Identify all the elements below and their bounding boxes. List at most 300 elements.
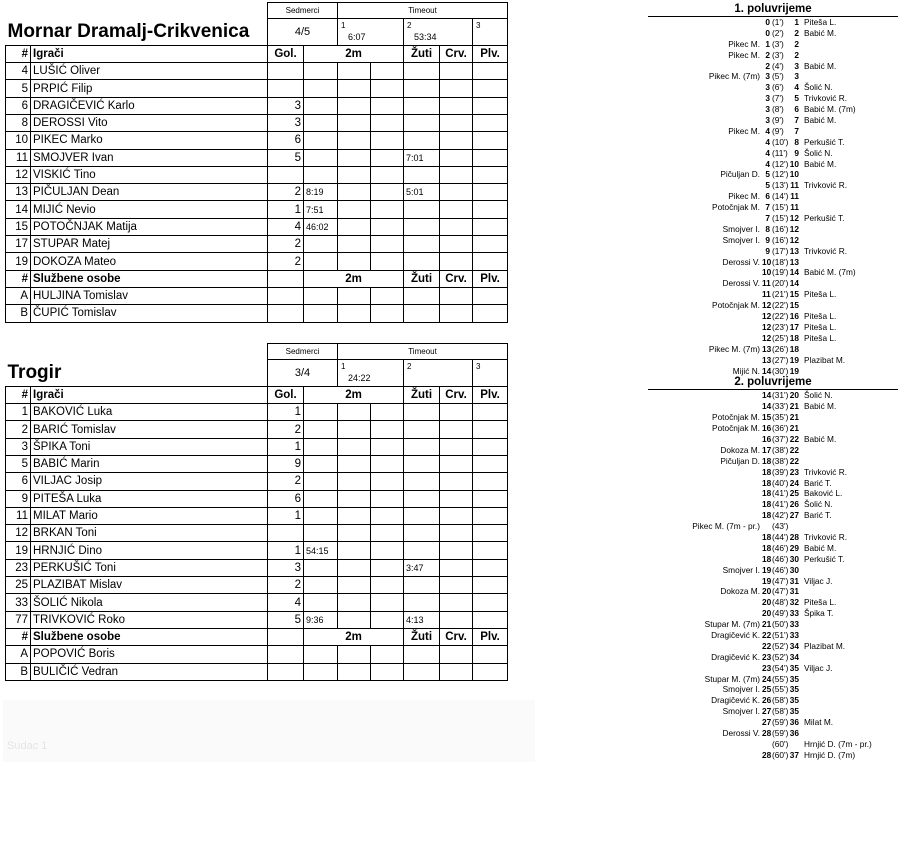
player-number: 17 (6, 236, 31, 253)
player-two-minutes-3 (371, 218, 404, 235)
player-two-minutes-3 (371, 542, 404, 559)
event-minute: (22') (772, 300, 789, 311)
home-scorer: Dragičević K. (711, 651, 760, 662)
official-letter: B (6, 305, 31, 322)
player-goals: 2 (268, 421, 304, 438)
away-score: 34 (789, 640, 799, 651)
home-scorer: Pikec M. (7m) (708, 343, 760, 354)
goal-event-row (648, 630, 898, 641)
official-empty-cell (440, 287, 473, 304)
officials-label: Službene osobe (31, 628, 268, 645)
goal-event-row (648, 434, 898, 445)
officials-goals-empty (268, 628, 304, 645)
player-yellow: 3:47 (404, 559, 440, 576)
team-name: Mornar Dramalj-Crikvenica (6, 19, 268, 46)
player-yellow (404, 421, 440, 438)
goal-event-row (648, 543, 898, 554)
away-score: 27 (789, 510, 799, 521)
col-players: Igrači (31, 386, 268, 403)
goal-event-row (648, 750, 898, 761)
away-scorer: Piteša L. (804, 311, 837, 322)
official-empty-cell (440, 305, 473, 322)
officials-header-row (6, 628, 508, 645)
event-minute: (52') (772, 651, 789, 662)
away-score: 21 (789, 412, 799, 423)
away-scorer: Babić M. (804, 433, 837, 444)
home-scorer: Mijić N. (732, 365, 760, 376)
official-empty-cell (404, 305, 440, 322)
player-two-minutes: 9:36 (304, 611, 338, 628)
goal-event-row (648, 93, 898, 104)
home-score: 23 (762, 662, 772, 673)
away-score: 7 (794, 125, 799, 136)
away-score: 11 (790, 191, 799, 202)
player-goals: 1 (268, 438, 304, 455)
home-score: 17 (762, 444, 772, 455)
official-empty-cell (473, 305, 508, 322)
timeout-time: 24:22 (348, 372, 371, 383)
event-minute: (59') (772, 728, 789, 738)
official-name: BULIČIĆ Vedran (31, 663, 268, 680)
away-score: 33 (789, 629, 799, 640)
player-two-minutes-3 (371, 455, 404, 472)
col-yellow: Žuti (404, 386, 440, 403)
player-number: 4 (6, 63, 31, 80)
player-two-minutes-2 (338, 253, 371, 270)
player-red (440, 97, 473, 114)
player-two-minutes (304, 421, 338, 438)
away-score: 12 (789, 223, 799, 234)
away-scorer: Šolić N. (804, 82, 833, 93)
goal-event-row (648, 159, 898, 170)
away-score: 33 (789, 619, 799, 630)
timeout-cell (404, 360, 473, 387)
home-scorer: Potočnjak M. (712, 300, 760, 311)
event-minute: (44') (772, 531, 789, 542)
event-minute: (47') (772, 586, 789, 597)
player-two-minutes-2 (338, 525, 371, 542)
player-goals (268, 80, 304, 97)
official-letter: A (6, 287, 31, 304)
home-score: 3 (765, 82, 770, 93)
player-goals: 3 (268, 559, 304, 576)
player-goals: 6 (268, 490, 304, 507)
event-minute: (51') (772, 629, 789, 640)
goal-event-row (648, 17, 898, 28)
player-red (440, 80, 473, 97)
player-blue (473, 421, 508, 438)
away-score: 35 (789, 706, 799, 717)
event-minute: (46') (772, 542, 789, 553)
home-score: 4 (765, 125, 770, 136)
player-goals: 1 (268, 201, 304, 218)
col-blue: Plv. (473, 45, 508, 62)
event-minute: (10') (772, 136, 789, 147)
home-score: 23 (762, 651, 772, 662)
home-scorer: Pikec M. (728, 125, 760, 136)
away-team-sheet (5, 343, 508, 681)
event-minute: (60') (772, 738, 789, 749)
player-two-minutes (304, 80, 338, 97)
player-number: 19 (6, 253, 31, 270)
player-blue (473, 577, 508, 594)
home-score: 3 (765, 115, 770, 126)
player-number: 5 (6, 455, 31, 472)
away-score: 1 (794, 17, 799, 27)
away-scorer: Perkušić T. (804, 136, 845, 147)
goal-event-row (648, 641, 898, 652)
home-scorer: Pikec M. (7m - pr.) (692, 521, 760, 532)
faint-text: Sudac 1 (7, 740, 48, 752)
official-empty-cell (304, 663, 338, 680)
col-players: Igrači (31, 45, 268, 62)
player-two-minutes-3 (371, 253, 404, 270)
home-score: 7 (765, 202, 770, 213)
event-minute: (40') (772, 477, 789, 488)
player-blue (473, 236, 508, 253)
away-score: 22 (789, 444, 799, 455)
event-minute: (5') (772, 71, 784, 82)
player-row (6, 132, 508, 149)
player-goals: 5 (268, 611, 304, 628)
event-minute: (50') (772, 619, 789, 630)
col-number: # (6, 45, 31, 62)
official-empty-cell (304, 305, 338, 322)
player-two-minutes-2 (338, 80, 371, 97)
player-two-minutes-2 (338, 611, 371, 628)
event-minute: (3') (772, 38, 784, 49)
official-empty-cell (304, 646, 338, 663)
player-goals (268, 63, 304, 80)
goal-event-row (648, 126, 898, 137)
home-score: 20 (762, 586, 772, 597)
player-blue (473, 149, 508, 166)
home-score: 4 (765, 147, 770, 158)
official-name: POPOVIĆ Boris (31, 646, 268, 663)
goal-event-row (648, 311, 898, 322)
home-scorer: Pikec M. (728, 191, 760, 202)
player-two-minutes-3 (371, 80, 404, 97)
player-yellow (404, 132, 440, 149)
col-number: # (6, 628, 31, 645)
official-name: HULJINA Tomislav (31, 287, 268, 304)
player-blue (473, 507, 508, 524)
player-two-minutes-2 (338, 559, 371, 576)
player-blue (473, 490, 508, 507)
player-two-minutes: 8:19 (304, 184, 338, 201)
player-number: 13 (6, 184, 31, 201)
player-red (440, 525, 473, 542)
player-two-minutes (304, 559, 338, 576)
away-scorer: Piteša L. (804, 289, 837, 300)
home-scorer: Dragičević K. (711, 695, 760, 706)
official-empty-cell (371, 646, 404, 663)
away-score: 10 (789, 169, 799, 180)
event-minute: (11') (772, 147, 788, 158)
player-two-minutes-3 (371, 507, 404, 524)
goal-event-row (648, 213, 898, 224)
away-score: 2 (794, 38, 799, 49)
away-score: 34 (789, 651, 799, 662)
home-scorer: Derossi V. (722, 728, 760, 738)
away-score: 26 (789, 499, 799, 510)
player-two-minutes (304, 455, 338, 472)
official-empty-cell (268, 646, 304, 663)
player-yellow (404, 63, 440, 80)
event-minute: (52') (772, 640, 789, 651)
player-red (440, 542, 473, 559)
event-minute: (55') (772, 684, 789, 695)
event-minute: (49') (772, 608, 789, 619)
event-minute: (47') (772, 575, 789, 586)
player-two-minutes (304, 114, 338, 131)
official-empty-cell (440, 646, 473, 663)
home-score: 11 (762, 278, 771, 289)
goal-event-row (648, 115, 898, 126)
player-two-minutes-3 (371, 201, 404, 218)
away-score: 31 (789, 575, 799, 586)
goal-event-row (648, 423, 898, 434)
home-score: 18 (762, 466, 772, 477)
goal-event-row (648, 467, 898, 478)
event-minute: (25') (772, 332, 789, 343)
home-score: 3 (765, 71, 770, 82)
player-blue (473, 166, 508, 183)
goal-event-row (648, 289, 898, 300)
goal-event-row (648, 456, 898, 467)
official-row (6, 305, 508, 322)
player-name: PIČULJAN Dean (31, 184, 268, 201)
player-two-minutes (304, 490, 338, 507)
home-score: 13 (762, 354, 772, 365)
goal-event-row (648, 61, 898, 72)
away-scorer: Barić T. (804, 510, 832, 521)
player-two-minutes (304, 473, 338, 490)
home-scorer: Pičuljan D. (720, 455, 760, 466)
goal-event-row (648, 355, 898, 366)
goal-event-row (648, 246, 898, 257)
event-minute: (58') (772, 695, 789, 706)
home-score: 22 (762, 629, 772, 640)
player-two-minutes-2 (338, 114, 371, 131)
player-name: PERKUŠIĆ Toni (31, 559, 268, 576)
player-red (440, 473, 473, 490)
home-score: 3 (765, 93, 770, 104)
away-score: 6 (794, 104, 799, 115)
home-score: 21 (762, 619, 772, 630)
home-score: 2 (765, 49, 770, 60)
away-scorer: Špika T. (804, 608, 834, 619)
player-yellow (404, 542, 440, 559)
timeout-cell (338, 360, 404, 387)
timeout-cell (473, 360, 508, 387)
event-minute: (46') (772, 564, 789, 575)
away-score: 10 (789, 158, 799, 169)
home-score: 7 (765, 213, 770, 224)
player-two-minutes-2 (338, 542, 371, 559)
player-goals: 5 (268, 149, 304, 166)
player-yellow (404, 97, 440, 114)
player-goals (268, 525, 304, 542)
event-minute: (18') (772, 256, 789, 267)
goal-event-row (648, 554, 898, 565)
goal-event-row (648, 532, 898, 543)
player-row (6, 63, 508, 80)
player-blue (473, 611, 508, 628)
away-score: 19 (789, 354, 799, 365)
home-score: 14 (762, 401, 772, 412)
player-blue (473, 184, 508, 201)
sheet-header-labels (6, 3, 508, 19)
goal-event-row (648, 695, 898, 706)
col-goals: Gol. (268, 386, 304, 403)
timeout-number: 2 (407, 362, 412, 372)
player-goals: 3 (268, 97, 304, 114)
home-score: 25 (762, 684, 772, 695)
player-two-minutes-2 (338, 455, 371, 472)
away-score: 8 (794, 136, 799, 147)
home-score: 4 (765, 136, 770, 147)
away-scorer: Plazibat M. (804, 640, 846, 651)
home-scorer: Potočnjak M. (712, 423, 760, 434)
player-row (6, 184, 508, 201)
player-two-minutes (304, 166, 338, 183)
player-row (6, 594, 508, 611)
player-blue (473, 559, 508, 576)
player-yellow (404, 114, 440, 131)
event-minute: (36') (772, 423, 789, 434)
away-score: 4 (794, 82, 799, 93)
player-number: 11 (6, 507, 31, 524)
player-blue (473, 63, 508, 80)
away-score: 35 (789, 684, 799, 695)
event-minute: (37') (772, 433, 789, 444)
player-blue (473, 97, 508, 114)
official-empty-cell (371, 305, 404, 322)
away-scorer: Babić M. (804, 27, 837, 38)
away-score: 7 (794, 115, 799, 126)
goal-event-row (648, 728, 898, 739)
player-yellow (404, 577, 440, 594)
goal-event-row (648, 169, 898, 180)
home-scorer: Dokoza M. (720, 586, 760, 597)
home-score: 1 (765, 38, 770, 49)
player-two-minutes-2 (338, 184, 371, 201)
event-minute: (38') (772, 444, 789, 455)
timeout-label: Timeout (338, 344, 508, 360)
away-score: 36 (789, 728, 799, 738)
player-red (440, 184, 473, 201)
away-scorer: Barić T. (804, 477, 832, 488)
event-minute: (12') (772, 169, 789, 180)
home-score: 10 (762, 256, 772, 267)
player-two-minutes-2 (338, 404, 371, 421)
player-goals: 1 (268, 507, 304, 524)
event-minute: (15') (772, 213, 789, 224)
player-two-minutes: 7:51 (304, 201, 338, 218)
event-minute: (54') (772, 662, 789, 673)
col-red: Crv. (440, 628, 473, 645)
player-red (440, 218, 473, 235)
away-score: 21 (789, 401, 799, 412)
player-name: DOKOZA Mateo (31, 253, 268, 270)
goal-event-row (648, 521, 898, 532)
player-yellow: 4:13 (404, 611, 440, 628)
player-two-minutes (304, 404, 338, 421)
goal-event-row (648, 180, 898, 191)
away-scorer: Baković L. (804, 488, 843, 499)
player-blue (473, 80, 508, 97)
official-empty-cell (268, 663, 304, 680)
home-scorer: Smojver I. (722, 234, 760, 245)
player-two-minutes-2 (338, 201, 371, 218)
player-number: 23 (6, 559, 31, 576)
player-name: BABIĆ Marin (31, 455, 268, 472)
official-row (6, 287, 508, 304)
home-score: 16 (762, 423, 772, 434)
player-row (6, 438, 508, 455)
player-row (6, 611, 508, 628)
goal-event-row (648, 510, 898, 521)
player-two-minutes-2 (338, 421, 371, 438)
player-yellow (404, 455, 440, 472)
player-row (6, 166, 508, 183)
player-two-minutes-3 (371, 611, 404, 628)
player-number: 33 (6, 594, 31, 611)
home-score: 28 (762, 749, 772, 760)
player-red (440, 132, 473, 149)
away-score: 29 (789, 542, 799, 553)
player-name: BARIĆ Tomislav (31, 421, 268, 438)
player-two-minutes-2 (338, 594, 371, 611)
away-scorer: Babić M. (804, 60, 837, 71)
timeout-cell (404, 19, 473, 46)
player-two-minutes-3 (371, 438, 404, 455)
home-score: 27 (762, 717, 772, 728)
player-number: 15 (6, 218, 31, 235)
sedmerci-label: Sedmerci (268, 344, 338, 360)
event-minute: (35') (772, 412, 789, 423)
away-score: 5 (794, 93, 799, 104)
player-yellow: 5:01 (404, 184, 440, 201)
player-name: STUPAR Matej (31, 236, 268, 253)
half-title: 2. poluvrijeme (648, 376, 898, 390)
away-scorer: Babić M. (804, 542, 837, 553)
player-two-minutes-3 (371, 236, 404, 253)
event-minute: (16') (772, 234, 789, 245)
player-two-minutes-2 (338, 149, 371, 166)
player-yellow (404, 218, 440, 235)
away-scorer: Milat M. (804, 717, 834, 728)
event-minute: (59') (772, 717, 789, 728)
event-minute: (33') (772, 401, 789, 412)
event-minute: (13') (772, 180, 789, 191)
away-score: 37 (789, 749, 799, 760)
goal-event-row (648, 663, 898, 674)
player-two-minutes-3 (371, 594, 404, 611)
team-name-row (6, 360, 508, 387)
away-score: 25 (789, 488, 799, 499)
away-scorer: Plazibat M. (804, 354, 846, 365)
home-score: 9 (765, 234, 770, 245)
home-score: 18 (762, 499, 772, 510)
player-goals: 4 (268, 218, 304, 235)
player-name: PRPIĆ Filip (31, 80, 268, 97)
away-scorer: Piteša L. (804, 332, 837, 343)
player-two-minutes: 46:02 (304, 218, 338, 235)
official-empty-cell (338, 646, 371, 663)
player-number: 2 (6, 421, 31, 438)
